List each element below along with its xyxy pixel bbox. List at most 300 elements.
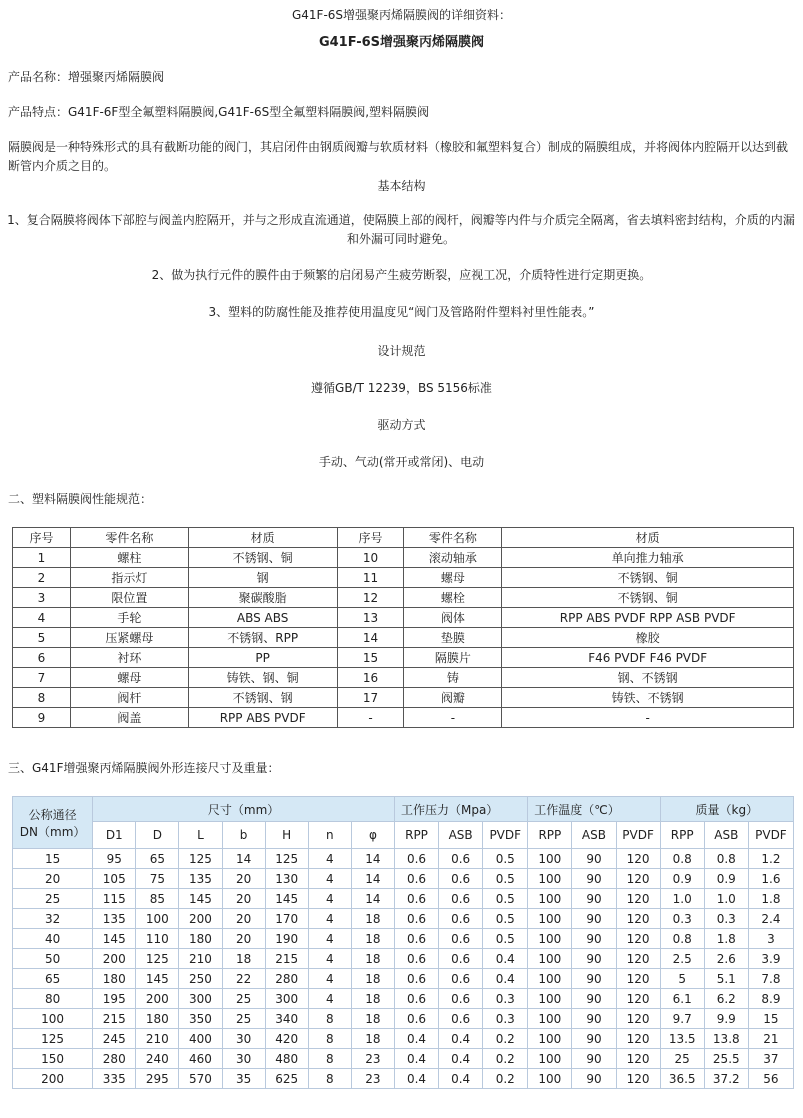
dimensions-table-cell: 50 <box>13 949 93 969</box>
dimensions-table-cell: 300 <box>179 989 222 1009</box>
dimensions-table-cell: 15 <box>13 849 93 869</box>
parts-table-cell: - <box>502 708 794 728</box>
table-row <box>13 1069 794 1089</box>
parts-table-cell: 螺柱 <box>70 548 188 568</box>
dimensions-table-cell: 6.2 <box>704 989 748 1009</box>
dimensions-table-cell: 75 <box>136 869 179 889</box>
dimensions-table-cell: 65 <box>136 849 179 869</box>
table-row <box>13 969 794 989</box>
dimensions-table-cell: 190 <box>265 929 308 949</box>
dimensions-table-cell: 20 <box>222 929 265 949</box>
parts-table-cell: 2 <box>13 568 71 588</box>
parts-table-cell: F46 PVDF F46 PVDF <box>502 648 794 668</box>
dimensions-table-cell: 300 <box>265 989 308 1009</box>
dimensions-table-cell: 32 <box>13 909 93 929</box>
dimensions-table-cell: 25 <box>13 889 93 909</box>
dimensions-table-cell: 100 <box>13 1009 93 1029</box>
section2-heading: 二、塑料隔膜阀性能规范： <box>8 492 153 506</box>
dimensions-table-cell: 5.1 <box>704 969 748 989</box>
structure-point-2: 2、做为执行元件的膜件由于频繁的启闭易产生疲劳断裂，应视工况，介质特性进行定期更换。 <box>151 268 652 282</box>
product-description: 隔膜阀是一种特殊形式的具有截断功能的阀门，其启闭件由钢质阀瓣与软质材料（橡胶和氟塑料复合）制成的隔膜组成，并将阀体内腔隔开以达到截断管内介质之目的。 <box>8 140 789 173</box>
dimensions-table-cell: 90 <box>572 1029 616 1049</box>
dimensions-table-cell: 2.4 <box>748 909 793 929</box>
parts-table-cell: 10 <box>337 548 404 568</box>
dimensions-table-cell: 8 <box>308 1049 351 1069</box>
dimensions-table-cell: 18 <box>351 989 394 1009</box>
page-title: G41F-6S增强聚丙烯隔膜阀 <box>318 35 485 50</box>
dimensions-table-cell: 0.4 <box>483 949 528 969</box>
dimensions-subheader-cell: PVDF <box>483 822 528 849</box>
table-row <box>13 1049 794 1069</box>
dimensions-table-cell: 21 <box>748 1029 793 1049</box>
parts-table-cell: 指示灯 <box>70 568 188 588</box>
dimensions-table-cell: 0.4 <box>394 1029 438 1049</box>
dimensions-table-cell: 100 <box>528 869 572 889</box>
dimensions-table-cell: 0.5 <box>483 929 528 949</box>
table-row <box>13 909 794 929</box>
parts-table-cell: 滚动轴承 <box>404 548 502 568</box>
parts-table-cell: - <box>337 708 404 728</box>
dimensions-table-cell: 145 <box>265 889 308 909</box>
parts-table-cell: 手轮 <box>70 608 188 628</box>
table-row <box>13 588 794 608</box>
dimensions-table-cell: 0.4 <box>439 1069 483 1089</box>
parts-table-cell: 16 <box>337 668 404 688</box>
pressure-header: 工作压力（Mpa） <box>394 797 527 822</box>
parts-table-cell: 衬环 <box>70 648 188 668</box>
parts-table-cell: 6 <box>13 648 71 668</box>
parts-table-cell: 17 <box>337 688 404 708</box>
design-heading: 设计规范 <box>377 344 426 358</box>
dimensions-table-cell: 0.6 <box>439 909 483 929</box>
dimensions-table-cell: 100 <box>528 989 572 1009</box>
parts-table-header-row <box>13 528 794 548</box>
table-row <box>13 929 794 949</box>
page-top-title: G41F-6S增强聚丙烯隔膜阀的详细资料： <box>291 8 512 22</box>
dimensions-table-cell: 195 <box>93 989 136 1009</box>
dimensions-table-cell: 0.3 <box>704 909 748 929</box>
dimensions-table-cell: 4 <box>308 869 351 889</box>
dimensions-table-cell: 280 <box>265 969 308 989</box>
section3-heading: 三、G41F增强聚丙烯隔膜阀外形连接尺寸及重量： <box>8 761 280 775</box>
dimensions-table-cell: 150 <box>13 1049 93 1069</box>
table-row <box>13 1009 794 1029</box>
parts-table-cell: 11 <box>337 568 404 588</box>
dimensions-table-cell: 0.9 <box>704 869 748 889</box>
dimensions-table-cell: 215 <box>265 949 308 969</box>
table-row <box>13 849 794 869</box>
dimensions-table-cell: 0.4 <box>483 969 528 989</box>
parts-table-header-cell: 零件名称 <box>70 528 188 548</box>
product-name: 产品名称：增强聚丙烯隔膜阀 <box>8 70 165 84</box>
dn-header-line1: 公称通径 <box>28 807 77 822</box>
dimensions-table-cell: 95 <box>93 849 136 869</box>
dimensions-table-cell: 14 <box>222 849 265 869</box>
dimensions-table-cell: 18 <box>351 909 394 929</box>
dimensions-table-cell: 13.8 <box>704 1029 748 1049</box>
dimensions-table-cell: 9.9 <box>704 1009 748 1029</box>
dimensions-table-cell: 36.5 <box>660 1069 704 1089</box>
dimensions-table-cell: 5 <box>660 969 704 989</box>
dimensions-table-cell: 145 <box>179 889 222 909</box>
dimensions-table-cell: 130 <box>265 869 308 889</box>
parts-table-cell: 不锈钢、钢 <box>188 688 337 708</box>
parts-table-cell: 橡胶 <box>502 628 794 648</box>
parts-table-cell: 螺母 <box>404 568 502 588</box>
dimensions-table-cell: 23 <box>351 1049 394 1069</box>
parts-table-cell: 不锈钢、RPP <box>188 628 337 648</box>
parts-table-cell: 9 <box>13 708 71 728</box>
dimensions-table-cell: 210 <box>136 1029 179 1049</box>
dimensions-table-cell: 400 <box>179 1029 222 1049</box>
dimensions-table-cell: 120 <box>616 909 660 929</box>
parts-table-cell: 铸 <box>404 668 502 688</box>
dimensions-table-cell: 0.6 <box>439 849 483 869</box>
parts-table-cell: 不锈钢、铜 <box>188 548 337 568</box>
dimensions-table-cell: 22 <box>222 969 265 989</box>
dimensions-table-cell: 280 <box>93 1049 136 1069</box>
parts-table-cell: 垫膜 <box>404 628 502 648</box>
dimensions-table-cell: 6.1 <box>660 989 704 1009</box>
dimensions-subheader-cell: φ <box>351 822 394 849</box>
dimensions-subheader-cell: ASB <box>439 822 483 849</box>
dimensions-table-cell: 25 <box>660 1049 704 1069</box>
dimensions-table-cell: 7.8 <box>748 969 793 989</box>
table-row <box>13 648 794 668</box>
parts-table-header-cell: 材质 <box>188 528 337 548</box>
parts-table-cell: ABS ABS <box>188 608 337 628</box>
dimensions-subheader-cell: ASB <box>572 822 616 849</box>
dimensions-subheader-cell: RPP <box>660 822 704 849</box>
dimensions-table-cell: 18 <box>351 1029 394 1049</box>
dimensions-table-cell: 0.6 <box>394 849 438 869</box>
table-row <box>13 608 794 628</box>
dimensions-table-cell: 25 <box>222 1009 265 1029</box>
dimensions-table-cell: 135 <box>93 909 136 929</box>
dimensions-table-cell: 90 <box>572 849 616 869</box>
dimensions-table-cell: 0.6 <box>439 969 483 989</box>
dimensions-table-cell: 35 <box>222 1069 265 1089</box>
dimensions-table-cell: 23 <box>351 1069 394 1089</box>
dimensions-table-cell: 120 <box>616 969 660 989</box>
dimensions-table-cell: 145 <box>93 929 136 949</box>
dimensions-table-cell: 180 <box>179 929 222 949</box>
table-row <box>13 949 794 969</box>
table-row <box>13 708 794 728</box>
dimensions-table-cell: 56 <box>748 1069 793 1089</box>
dimensions-table-cell: 120 <box>616 1009 660 1029</box>
dimensions-table-cell: 0.6 <box>439 869 483 889</box>
dimensions-table-cell: 460 <box>179 1049 222 1069</box>
dimensions-table-cell: 14 <box>351 869 394 889</box>
dimensions-table-cell: 125 <box>179 849 222 869</box>
dimensions-table-cell: 18 <box>351 929 394 949</box>
parts-table-header-cell: 序号 <box>13 528 71 548</box>
dimensions-table-cell: 18 <box>222 949 265 969</box>
dimensions-table-cell: 90 <box>572 1069 616 1089</box>
dimensions-table-cell: 0.2 <box>483 1049 528 1069</box>
dimensions-table-cell: 0.6 <box>439 889 483 909</box>
dimensions-table-cell: 4 <box>308 989 351 1009</box>
dimensions-table-cell: 100 <box>528 1069 572 1089</box>
parts-table-cell: 1 <box>13 548 71 568</box>
parts-table-cell: - <box>404 708 502 728</box>
dimensions-table-cell: 200 <box>136 989 179 1009</box>
dimensions-table-cell: 120 <box>616 849 660 869</box>
dn-header <box>13 797 93 849</box>
dimensions-table-cell: 0.6 <box>439 929 483 949</box>
drive-text: 手动、气动(常开或常闭)、电动 <box>318 455 485 469</box>
dimensions-table-cell: 0.9 <box>660 869 704 889</box>
dimensions-table-cell: 8.9 <box>748 989 793 1009</box>
dimensions-table-cell: 90 <box>572 969 616 989</box>
dimensions-table-cell: 120 <box>616 869 660 889</box>
dimensions-table-cell: 215 <box>93 1009 136 1029</box>
dimensions-table-cell: 25.5 <box>704 1049 748 1069</box>
design-text: 遵循GB/T 12239，BS 5156标准 <box>311 381 492 395</box>
dimensions-subheader-cell: RPP <box>528 822 572 849</box>
dimensions-table-cell: 4 <box>308 849 351 869</box>
dimensions-table-cell: 30 <box>222 1049 265 1069</box>
dimensions-subheader-cell: PVDF <box>748 822 793 849</box>
dimensions-table-cell: 120 <box>616 1049 660 1069</box>
dimensions-table-cell: 120 <box>616 889 660 909</box>
parts-table-header-cell: 材质 <box>502 528 794 548</box>
dimensions-table-cell: 125 <box>136 949 179 969</box>
table-row <box>13 869 794 889</box>
dimensions-table-cell: 1.8 <box>704 929 748 949</box>
dimensions-table-cell: 200 <box>93 949 136 969</box>
dimensions-table-cell: 0.6 <box>394 1009 438 1029</box>
dimensions-table-cell: 100 <box>528 929 572 949</box>
dimensions-table-cell: 120 <box>616 949 660 969</box>
size-header: 尺寸（mm） <box>93 797 395 822</box>
dimensions-table-cell: 4 <box>308 969 351 989</box>
dimensions-subheader-cell: n <box>308 822 351 849</box>
dimensions-table-cell: 1.2 <box>748 849 793 869</box>
dimensions-table-cell: 0.2 <box>483 1069 528 1089</box>
dimensions-table-cell: 0.3 <box>660 909 704 929</box>
dn-header-line2: DN（mm） <box>19 824 86 839</box>
dimensions-table-cell: 100 <box>528 849 572 869</box>
table-row <box>13 628 794 648</box>
dimensions-table-cell: 115 <box>93 889 136 909</box>
dimensions-table-cell: 200 <box>13 1069 93 1089</box>
dimensions-subheader-cell: b <box>222 822 265 849</box>
parts-table-cell: RPP ABS PVDF <box>188 708 337 728</box>
dimensions-table-cell: 30 <box>222 1029 265 1049</box>
dimensions-table-cell: 15 <box>748 1009 793 1029</box>
structure-heading: 基本结构 <box>377 179 426 193</box>
table-row <box>13 668 794 688</box>
dimensions-table-cell: 170 <box>265 909 308 929</box>
parts-table-cell: 12 <box>337 588 404 608</box>
parts-table-cell: 压紧螺母 <box>70 628 188 648</box>
parts-table-cell: 铸铁、钢、铜 <box>188 668 337 688</box>
parts-table-cell: 钢、不锈钢 <box>502 668 794 688</box>
dimensions-table-cell: 120 <box>616 989 660 1009</box>
drive-heading: 驱动方式 <box>377 418 426 432</box>
dimensions-table-cell: 0.6 <box>439 989 483 1009</box>
dimensions-table-cell: 65 <box>13 969 93 989</box>
dimensions-table-cell: 100 <box>528 909 572 929</box>
dimensions-table-cell: 1.0 <box>704 889 748 909</box>
dimensions-table-cell: 100 <box>528 889 572 909</box>
dimensions-table-cell: 80 <box>13 989 93 1009</box>
dimensions-table-cell: 4 <box>308 929 351 949</box>
dimensions-table-cell: 85 <box>136 889 179 909</box>
dimensions-table-cell: 0.6 <box>439 1009 483 1029</box>
dimensions-table-cell: 20 <box>222 889 265 909</box>
dimensions-table-cell: 37 <box>748 1049 793 1069</box>
dimensions-table-cell: 13.5 <box>660 1029 704 1049</box>
parts-table-header-cell: 零件名称 <box>404 528 502 548</box>
dimensions-table-cell: 0.8 <box>660 849 704 869</box>
parts-table-cell: 钢 <box>188 568 337 588</box>
dimensions-table-cell: 1.6 <box>748 869 793 889</box>
dimensions-table-cell: 120 <box>616 1029 660 1049</box>
dimensions-table-cell: 100 <box>528 1049 572 1069</box>
dimensions-table-cell: 18 <box>351 1009 394 1029</box>
dimensions-table-cell: 8 <box>308 1009 351 1029</box>
dimensions-table-cell: 14 <box>351 889 394 909</box>
dimensions-table-cell: 20 <box>222 869 265 889</box>
dimensions-table-cell: 0.6 <box>439 949 483 969</box>
dimensions-table-cell: 8 <box>308 1069 351 1089</box>
dimensions-table-cell: 0.3 <box>483 989 528 1009</box>
dimensions-table-cell: 90 <box>572 1009 616 1029</box>
dimensions-table-cell: 20 <box>222 909 265 929</box>
dimensions-table-cell: 0.5 <box>483 909 528 929</box>
dimensions-table-cell: 18 <box>351 949 394 969</box>
dimensions-table-cell: 90 <box>572 889 616 909</box>
weight-header: 质量（kg） <box>660 797 793 822</box>
dimensions-table-cell: 0.4 <box>439 1049 483 1069</box>
parts-table-cell: 阀瓣 <box>404 688 502 708</box>
parts-table-cell: 7 <box>13 668 71 688</box>
dimensions-subheader-cell: ASB <box>704 822 748 849</box>
parts-table-cell: 隔膜片 <box>404 648 502 668</box>
dimensions-table-cell: 0.6 <box>394 989 438 1009</box>
dimensions-table-cell: 90 <box>572 869 616 889</box>
parts-table-cell: 阀盖 <box>70 708 188 728</box>
dimensions-table-cell: 240 <box>136 1049 179 1069</box>
dimensions-subheader-cell: H <box>265 822 308 849</box>
dimensions-table-cell: 8 <box>308 1029 351 1049</box>
parts-table-cell: 聚碳酸脂 <box>188 588 337 608</box>
dimensions-table-cell: 100 <box>528 1009 572 1029</box>
table-row <box>13 889 794 909</box>
dimensions-table-cell: 3 <box>748 929 793 949</box>
dimensions-table-cell: 245 <box>93 1029 136 1049</box>
parts-table-cell: 8 <box>13 688 71 708</box>
dimensions-table-cell: 0.6 <box>394 869 438 889</box>
parts-table <box>12 527 794 728</box>
dimensions-table-cell: 4 <box>308 909 351 929</box>
parts-table-cell: PP <box>188 648 337 668</box>
dimensions-table-cell: 0.6 <box>394 969 438 989</box>
dimensions-table-cell: 350 <box>179 1009 222 1029</box>
parts-table-cell: 不锈钢、铜 <box>502 588 794 608</box>
dimensions-table-cell: 90 <box>572 1049 616 1069</box>
dimensions-table-cell: 0.2 <box>483 1029 528 1049</box>
table-row <box>13 989 794 1009</box>
dimensions-table-cell: 120 <box>616 1069 660 1089</box>
dimensions-table-cell: 0.6 <box>394 909 438 929</box>
temperature-header: 工作温度（℃） <box>528 797 660 822</box>
dimensions-table-cell: 570 <box>179 1069 222 1089</box>
dimensions-table-cell: 100 <box>528 969 572 989</box>
dimensions-table-cell: 25 <box>222 989 265 1009</box>
dimensions-subheader-cell: PVDF <box>616 822 660 849</box>
dimensions-table-cell: 4 <box>308 889 351 909</box>
structure-point-1: 1、复合隔膜将阀体下部腔与阀盖内腔隔开，并与之形成直流通道，使隔膜上部的阀杆，阀瓣等内件与介质完全隔离，省去填料密封结构，介质的内漏和外漏可同时避免。 <box>7 213 795 246</box>
dimensions-subheader-cell: L <box>179 822 222 849</box>
table-row <box>13 688 794 708</box>
dimensions-table-cell: 250 <box>179 969 222 989</box>
dimensions-table-cell: 100 <box>528 1029 572 1049</box>
dimensions-table-cell: 335 <box>93 1069 136 1089</box>
dimensions-table-cell: 1.0 <box>660 889 704 909</box>
product-features: 产品特点：G41F-6F型全氟塑料隔膜阀,G41F-6S型全氟塑料隔膜阀,塑料隔膜阀 <box>8 105 430 119</box>
parts-table-cell: 限位置 <box>70 588 188 608</box>
parts-table-cell: 15 <box>337 648 404 668</box>
parts-table-cell: 螺栓 <box>404 588 502 608</box>
dimensions-subheader-cell: D1 <box>93 822 136 849</box>
dimensions-table-cell: 145 <box>136 969 179 989</box>
dimensions-table-cell: 90 <box>572 909 616 929</box>
parts-table-cell: RPP ABS PVDF RPP ASB PVDF <box>502 608 794 628</box>
dimensions-table-cell: 40 <box>13 929 93 949</box>
dimensions-table-cell: 110 <box>136 929 179 949</box>
parts-table-header-cell: 序号 <box>337 528 404 548</box>
dimensions-table-cell: 625 <box>265 1069 308 1089</box>
dimensions-table-cell: 4 <box>308 949 351 969</box>
dimensions-table-cell: 90 <box>572 989 616 1009</box>
dimensions-table-cell: 0.3 <box>483 1009 528 1029</box>
dimensions-table-cell: 0.4 <box>394 1049 438 1069</box>
dimensions-table-cell: 2.6 <box>704 949 748 969</box>
dimensions-table-cell: 125 <box>265 849 308 869</box>
dimensions-table-cell: 200 <box>179 909 222 929</box>
parts-table-cell: 螺母 <box>70 668 188 688</box>
dimensions-table-cell: 125 <box>13 1029 93 1049</box>
parts-table-cell: 不锈钢、铜 <box>502 568 794 588</box>
dimensions-table-cell: 0.5 <box>483 849 528 869</box>
dimensions-table-cell: 14 <box>351 849 394 869</box>
dimensions-table-cell: 9.7 <box>660 1009 704 1029</box>
parts-table-cell: 5 <box>13 628 71 648</box>
dimensions-table-cell: 0.6 <box>394 949 438 969</box>
dimensions-table-cell: 135 <box>179 869 222 889</box>
dimensions-table-cell: 210 <box>179 949 222 969</box>
dimensions-table-cell: 0.5 <box>483 889 528 909</box>
dimensions-table-cell: 100 <box>136 909 179 929</box>
parts-table-cell: 14 <box>337 628 404 648</box>
dimensions-table-cell: 2.5 <box>660 949 704 969</box>
dimensions-table-cell: 180 <box>93 969 136 989</box>
table-row <box>13 548 794 568</box>
dimensions-subheader-cell: RPP <box>394 822 438 849</box>
dimensions-table-cell: 0.4 <box>394 1069 438 1089</box>
dimensions-table-cell: 100 <box>528 949 572 969</box>
dimensions-table-cell: 180 <box>136 1009 179 1029</box>
parts-table-cell: 3 <box>13 588 71 608</box>
dimensions-table-cell: 0.5 <box>483 869 528 889</box>
parts-table-cell: 阀杆 <box>70 688 188 708</box>
parts-table-cell: 阀体 <box>404 608 502 628</box>
dimensions-table-cell: 0.6 <box>394 929 438 949</box>
